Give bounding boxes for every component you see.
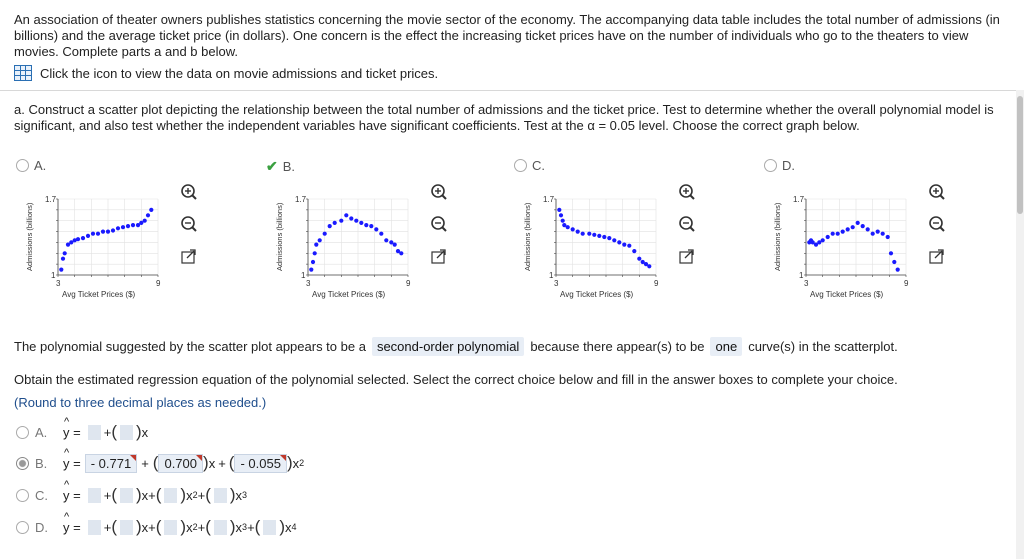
x-axis-label: Avg Ticket Prices ($) <box>810 290 884 299</box>
data-point <box>313 251 317 255</box>
x-term: x <box>141 487 149 503</box>
y-axis-label: Admissions (billions) <box>275 202 284 271</box>
choice-radio-c[interactable] <box>16 489 29 502</box>
data-table-icon[interactable] <box>14 65 32 81</box>
popout-icon[interactable] <box>432 250 445 263</box>
plus: + <box>218 455 226 471</box>
data-point <box>851 225 855 229</box>
data-point <box>59 268 63 272</box>
data-point <box>344 213 348 217</box>
paren: ( <box>205 517 211 536</box>
data-point <box>866 227 870 231</box>
plus: + <box>247 519 255 535</box>
zoom-in-icon[interactable] <box>680 185 694 199</box>
data-point <box>379 232 383 236</box>
data-point <box>856 221 860 225</box>
answer-box-d3[interactable] <box>214 520 227 535</box>
y-axis-label: Admissions (billions) <box>523 202 532 271</box>
plus: + <box>148 519 156 535</box>
y-hat: ^ y = <box>63 456 81 471</box>
data-point <box>559 213 563 217</box>
answer-box-d1[interactable] <box>120 520 133 535</box>
answer-box-d4[interactable] <box>263 520 276 535</box>
paren: ( <box>155 517 162 536</box>
sentence-pre: The polynomial suggested by the scatter plot appears to be a <box>14 339 366 354</box>
y-hat: ^ y = <box>63 488 81 503</box>
data-point <box>587 232 591 236</box>
plus: + <box>103 424 112 440</box>
x-tick-label: 9 <box>904 279 909 288</box>
y-hat: ^ y = <box>63 520 81 535</box>
x-term: x <box>285 519 292 535</box>
plus: + <box>148 487 156 503</box>
y-tick-label: 1 <box>301 271 306 280</box>
data-point <box>339 219 343 223</box>
data-point <box>96 232 100 236</box>
plus: + <box>103 487 112 503</box>
choice-label-c: C. <box>35 487 48 503</box>
paren: ) <box>180 485 187 504</box>
data-point <box>876 230 880 234</box>
exponent: 2 <box>192 522 198 532</box>
polynomial-order-answer[interactable]: second-order polynomial <box>372 337 524 356</box>
handle <box>940 195 944 199</box>
answer-box-c1[interactable] <box>120 488 133 503</box>
data-point <box>821 238 825 242</box>
data-point <box>126 224 130 228</box>
x-tick-label: 9 <box>654 279 659 288</box>
exponent: 2 <box>192 490 198 500</box>
data-point <box>826 235 830 239</box>
zoom-out-icon[interactable] <box>680 217 694 231</box>
x-term: x <box>186 487 193 503</box>
popout-icon[interactable] <box>182 250 195 263</box>
paren: ( <box>228 453 235 472</box>
choice-a[interactable] <box>16 422 148 442</box>
zoom-in-icon[interactable] <box>432 185 446 199</box>
data-point <box>328 224 332 228</box>
answer-box-c0[interactable] <box>88 488 101 503</box>
data-point <box>886 235 890 239</box>
data-point <box>101 230 105 234</box>
data-point <box>892 260 896 264</box>
plot-svg-b <box>270 185 500 310</box>
paren: ( <box>111 485 117 504</box>
paren: ( <box>111 517 117 536</box>
data-point <box>81 236 85 240</box>
data-point <box>86 234 90 238</box>
y-tick-label: 1.7 <box>543 195 555 204</box>
problem-intro: An association of theater owners publishes statistics concerning the movie sector of the economy. The accompanying data table includes the total number of admissions (in billions) and the average ticket price (in dollars). One concern is the effect the increasing ticket prices have on the number of individuals who go to the theaters to view movies. Complete parts a and b below. <box>14 12 1000 59</box>
data-point <box>896 268 900 272</box>
polynomial-sentence <box>14 337 898 356</box>
choice-c[interactable] <box>16 485 247 505</box>
scatter-plot-d <box>768 185 998 310</box>
y-hat: ^ y = <box>63 425 81 440</box>
x-term: x <box>235 519 243 535</box>
data-point <box>597 234 601 238</box>
paren: ) <box>135 422 142 441</box>
data-point <box>359 221 363 225</box>
plot-svg-a <box>20 185 250 310</box>
choice-b[interactable] <box>16 453 304 473</box>
handle <box>690 195 694 199</box>
x-tick-label: 3 <box>56 279 61 288</box>
data-point <box>637 257 641 261</box>
option-label-b: B. <box>282 159 296 174</box>
sentence-post: curve(s) in the scatterplot. <box>748 339 898 354</box>
x-tick-label: 3 <box>804 279 809 288</box>
data-point <box>318 238 322 242</box>
handle <box>442 195 446 199</box>
sentence-mid: because there appear(s) to be <box>530 339 705 354</box>
answer-box-c3[interactable] <box>214 488 227 503</box>
plus: + <box>141 455 149 471</box>
popout-icon[interactable] <box>930 250 943 263</box>
data-point <box>61 257 65 261</box>
radio-d[interactable] <box>764 159 777 172</box>
x2-term: x <box>292 455 300 471</box>
graph-option-a[interactable] <box>16 158 46 173</box>
option-label-a: A. <box>34 158 47 173</box>
paren: ) <box>286 453 293 472</box>
paren: ) <box>135 485 142 504</box>
x-term: x <box>186 519 193 535</box>
scrollbar-thumb[interactable] <box>1017 96 1023 214</box>
exponent: 3 <box>242 490 248 500</box>
answer-box-d2[interactable] <box>164 520 177 535</box>
choice-label-b: B. <box>35 455 48 471</box>
data-point <box>106 230 110 234</box>
y-axis-label: Admissions (billions) <box>773 202 782 271</box>
exponent: 4 <box>291 522 297 532</box>
data-link-text[interactable]: Click the icon to view the data on movie admissions and ticket prices. <box>40 65 439 81</box>
y-tick-label: 1.7 <box>793 195 805 204</box>
plus: + <box>197 487 206 503</box>
handle <box>690 227 694 231</box>
data-link-row[interactable] <box>14 65 438 81</box>
data-point <box>647 264 651 268</box>
data-point <box>146 213 150 217</box>
data-point <box>602 235 606 239</box>
y-tick-label: 1.7 <box>295 195 307 204</box>
data-point <box>881 232 885 236</box>
scatter-plot-c <box>518 185 748 310</box>
answer-box-a0[interactable] <box>88 425 101 440</box>
popout-icon[interactable] <box>680 250 693 263</box>
plus: + <box>103 519 112 535</box>
plot-svg-c <box>518 185 748 310</box>
exponent: 2 <box>299 458 305 468</box>
curve-count-answer[interactable]: one <box>710 337 742 356</box>
plus: + <box>197 519 206 535</box>
choice-d[interactable] <box>16 517 297 537</box>
data-point <box>354 219 358 223</box>
handle <box>442 227 446 231</box>
paren: ( <box>111 422 117 441</box>
answer-b1[interactable]: 0.700 <box>158 454 203 473</box>
data-point <box>861 224 865 228</box>
paren: ) <box>135 517 142 536</box>
data-point <box>116 226 120 230</box>
graph-option-c[interactable] <box>514 158 545 173</box>
choice-radio-b[interactable] <box>16 457 29 470</box>
scatter-plot-b <box>270 185 500 310</box>
data-point <box>91 232 95 236</box>
x-term: x <box>208 455 216 471</box>
x-tick-label: 3 <box>306 279 311 288</box>
scatter-plot-a <box>20 185 250 310</box>
data-point <box>374 227 378 231</box>
y-tick-label: 1 <box>549 271 554 280</box>
answer-box-d0[interactable] <box>88 520 101 535</box>
data-point <box>841 230 845 234</box>
paren: ) <box>229 517 236 536</box>
choice-label-d: D. <box>35 519 48 535</box>
zoom-out-icon[interactable] <box>432 217 446 231</box>
x-axis-label: Avg Ticket Prices ($) <box>312 290 386 299</box>
paren: ( <box>254 517 261 536</box>
data-point <box>399 251 403 255</box>
paren: ) <box>229 485 236 504</box>
y-tick-label: 1 <box>799 271 804 280</box>
data-point <box>889 251 893 255</box>
data-point <box>309 268 313 272</box>
data-point <box>131 223 135 227</box>
data-point <box>111 228 115 232</box>
data-point <box>369 224 373 228</box>
choice-radio-d[interactable] <box>16 521 29 534</box>
data-point <box>149 208 153 212</box>
y-axis-label: Admissions (billions) <box>25 202 34 271</box>
answer-box-c2[interactable] <box>164 488 177 503</box>
x-axis-label: Avg Ticket Prices ($) <box>560 290 634 299</box>
data-point <box>349 216 353 220</box>
part-a-question: a. Construct a scatter plot depicting the relationship between the total number of admissions and the ticket price. Test to determine whether the overall polynomial model is significant, and also test whether the independent variables have significant coefficients. Test at the α = 0.05 level. Choose the correct graph below. <box>14 102 994 133</box>
data-point <box>607 236 611 240</box>
data-point <box>581 232 585 236</box>
data-point <box>314 243 318 247</box>
data-point <box>364 223 368 227</box>
x-term: x <box>141 519 149 535</box>
zoom-in-icon[interactable] <box>182 185 196 199</box>
grid <box>806 199 906 275</box>
plot-svg-d <box>768 185 998 310</box>
paren: ( <box>155 485 162 504</box>
zoom-out-icon[interactable] <box>930 217 944 231</box>
answer-b0[interactable]: - 0.771 <box>85 454 137 473</box>
exponent: 3 <box>242 522 248 532</box>
data-point <box>561 219 565 223</box>
data-point <box>557 208 561 212</box>
x-tick-label: 9 <box>406 279 411 288</box>
radio-c[interactable] <box>514 159 527 172</box>
zoom-out-icon[interactable] <box>182 217 196 231</box>
x-term: x <box>141 424 149 440</box>
x-tick-label: 3 <box>554 279 559 288</box>
data-point <box>393 243 397 247</box>
check-icon: ✔ <box>266 158 278 174</box>
data-point <box>333 221 337 225</box>
data-point <box>871 232 875 236</box>
radio-a[interactable] <box>16 159 29 172</box>
zoom-in-icon[interactable] <box>930 185 944 199</box>
data-point <box>592 233 596 237</box>
paren: ) <box>279 517 285 536</box>
choice-radio-a[interactable] <box>16 426 29 439</box>
data-point <box>566 225 570 229</box>
x-term: x <box>235 487 243 503</box>
paren: ) <box>203 453 209 472</box>
data-point <box>831 232 835 236</box>
graph-option-d[interactable] <box>764 158 795 173</box>
data-point <box>576 230 580 234</box>
grid <box>308 199 408 275</box>
data-point <box>836 232 840 236</box>
paren: ( <box>152 453 159 472</box>
instruction-text: Obtain the estimated regression equation of the polynomial selected. Select the correct choice below and fill in the answer boxes to complete your choice. <box>14 372 898 387</box>
data-point <box>622 243 626 247</box>
option-label-c: C. <box>532 158 545 173</box>
option-label-d: D. <box>782 158 795 173</box>
divider <box>0 90 1016 91</box>
data-point <box>846 227 850 231</box>
data-point <box>323 232 327 236</box>
x-axis-label: Avg Ticket Prices ($) <box>62 290 136 299</box>
y-tick-label: 1.7 <box>45 195 57 204</box>
data-point <box>612 238 616 242</box>
choice-label-a: A. <box>35 424 48 440</box>
answer-b2[interactable]: - 0.055 <box>234 454 286 473</box>
data-point <box>571 227 575 231</box>
graph-option-b[interactable] <box>266 158 295 175</box>
paren: ) <box>180 517 187 536</box>
data-point <box>627 244 631 248</box>
data-point <box>632 249 636 253</box>
grid <box>58 199 158 275</box>
rounding-hint: (Round to three decimal places as needed.) <box>14 395 267 410</box>
data-point <box>63 251 67 255</box>
data-point <box>143 219 147 223</box>
data-point <box>311 260 315 264</box>
data-point <box>121 225 125 229</box>
paren: ( <box>205 485 211 504</box>
handle <box>192 227 196 231</box>
handle <box>940 227 944 231</box>
x-tick-label: 9 <box>156 279 161 288</box>
answer-box-a1[interactable] <box>120 425 133 440</box>
data-point <box>617 240 621 244</box>
y-tick-label: 1 <box>51 271 56 280</box>
handle <box>192 195 196 199</box>
data-point <box>384 238 388 242</box>
data-point <box>76 237 80 241</box>
